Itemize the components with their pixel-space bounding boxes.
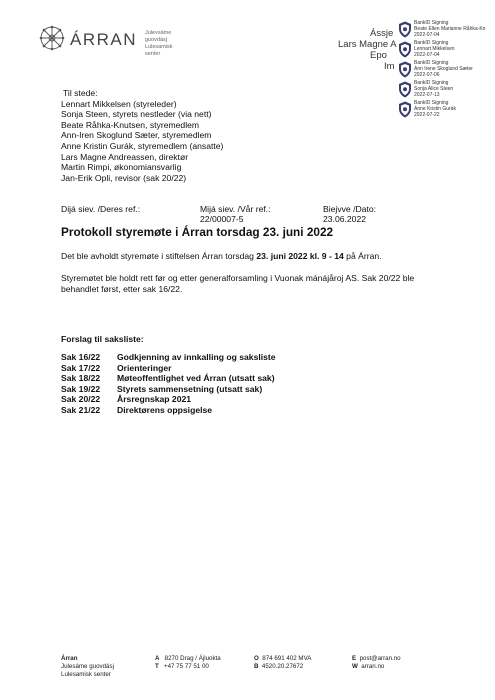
signature-text bbox=[414, 80, 453, 98]
intro-text-end: på Árran. bbox=[343, 251, 382, 261]
signature-text bbox=[414, 60, 473, 78]
intro-paragraph bbox=[61, 251, 441, 262]
address-line: Ássje bbox=[370, 28, 394, 39]
signature-date: 2022-07-22 bbox=[414, 112, 440, 118]
attendee-item: Beate Råhka-Knutsen, styremedlem bbox=[61, 119, 200, 130]
footer-phone: +47 75 77 51 00 bbox=[163, 663, 209, 670]
logo-subtitle-line: Julevsáme guovdásj bbox=[145, 30, 172, 43]
signature-stamp bbox=[398, 80, 494, 100]
signature-provider: BankID Signing bbox=[414, 100, 449, 106]
signature-date: 2022-07-06 bbox=[414, 72, 440, 78]
address-line: Im bbox=[384, 61, 395, 72]
bankid-shield-icon bbox=[398, 21, 412, 38]
footer-registry bbox=[254, 655, 311, 671]
footer-address-key: A bbox=[155, 655, 160, 662]
signature-date: 2022-07-04 bbox=[414, 32, 440, 38]
attendees-list bbox=[61, 99, 223, 184]
signature-stamp bbox=[398, 20, 494, 40]
footer-contact bbox=[155, 655, 221, 671]
attendee-item: Ann-Iren Skoglund Sæter, styremedlem bbox=[61, 130, 212, 141]
signature-name: Ann Irene Skoglund Sæter bbox=[414, 66, 473, 72]
signature-text bbox=[414, 100, 456, 118]
signature-name: Anne Kristin Gurák bbox=[414, 106, 456, 112]
footer-web-key: W bbox=[352, 663, 358, 670]
logo-emblem-icon bbox=[38, 24, 66, 52]
meeting-time: 23. juni 2022 kl. 9 - 14 bbox=[256, 251, 344, 261]
agenda-item-label: Møteoffentlighet ved Árran (utsatt sak) bbox=[117, 373, 275, 384]
footer-org-line: Lulesamisk senter bbox=[61, 671, 111, 678]
attendee-item: Lars Magne Andreassen, direktør bbox=[61, 151, 189, 162]
bankid-shield-icon bbox=[398, 61, 412, 78]
arran-logo bbox=[38, 24, 178, 57]
attendee-item: Jan-Erik Opli, revisor (sak 20/22) bbox=[61, 172, 187, 183]
our-ref-value: 22/00007-5 bbox=[200, 214, 244, 224]
agenda-item-label: Godkjenning av innkalling og saksliste bbox=[117, 352, 276, 362]
agenda-item-label: Årsregnskap 2021 bbox=[117, 394, 192, 405]
signature-name: Lennart Mikkelsen bbox=[414, 46, 455, 52]
context-paragraph: Styremøtet ble holdt rett før og etter generalforsamling i Vuonak mánájåroj AS. Sak 20/22 ble behandlet først, etter sak 16/22. bbox=[61, 273, 415, 294]
signature-stamp bbox=[398, 40, 494, 60]
attendee-item: Sonja Steen, styrets nestleder (via nett) bbox=[61, 109, 212, 120]
agenda-item-label: Orienteringer bbox=[117, 362, 172, 373]
bankid-shield-icon bbox=[398, 101, 412, 118]
address-line: Lars Magne A bbox=[338, 39, 397, 50]
agenda-item-number: Sak 20/22 bbox=[61, 394, 101, 405]
attendees-heading: Til stede: bbox=[63, 88, 98, 98]
footer-phone-key: T bbox=[155, 663, 159, 670]
date-value: 23.06.2022 bbox=[323, 214, 367, 224]
bankid-shield-icon bbox=[398, 81, 412, 98]
bankid-shield-icon bbox=[398, 41, 412, 58]
signature-stamp bbox=[398, 100, 494, 120]
signature-stamp bbox=[398, 60, 494, 80]
agenda-item-number: Sak 19/22 bbox=[61, 383, 101, 394]
footer-org-key: O bbox=[254, 655, 259, 662]
footer-org bbox=[61, 655, 114, 679]
footer-org-number: 874 691 402 MVA bbox=[262, 655, 312, 662]
footer-address: 8270 Drag / Ájluokta bbox=[164, 655, 221, 662]
signature-provider: BankID Signing bbox=[414, 60, 449, 66]
agenda-item-number: Sak 21/22 bbox=[61, 404, 101, 415]
their-ref-label: Dijá siev. /Deres ref.: bbox=[61, 204, 141, 214]
our-ref-label: Mijá siev. /Vår ref.: bbox=[200, 204, 271, 214]
recipient-address bbox=[338, 28, 397, 72]
signature-name: Sonja Alice Steen bbox=[414, 86, 454, 92]
logo-wordmark: ÁRRAN bbox=[70, 30, 138, 49]
agenda-item-number: Sak 18/22 bbox=[61, 373, 101, 384]
footer-org-name: Árran bbox=[61, 655, 78, 662]
signature-name: Beate Ellen Marianne Råhka-Kn bbox=[414, 26, 486, 32]
signature-text bbox=[414, 20, 485, 38]
footer-bank-key: B bbox=[254, 663, 259, 670]
footer-web bbox=[352, 655, 401, 671]
agenda-item-label: Styrets sammensetning (utsatt sak) bbox=[117, 383, 263, 394]
agenda-item-number: Sak 17/22 bbox=[61, 362, 101, 373]
agenda-heading: Forslag til saksliste: bbox=[61, 334, 144, 344]
signature-date: 2022-07-13 bbox=[414, 92, 440, 98]
attendee-item: Anne Kristin Gurák, styremedlem (ansatte) bbox=[61, 140, 224, 151]
footer-email[interactable]: post@arran.no bbox=[359, 655, 401, 662]
document-title: Protokoll styremøte i Árran torsdag 23. juni 2022 bbox=[61, 225, 334, 239]
signature-provider: BankID Signing bbox=[414, 80, 449, 86]
address-line: Epo bbox=[370, 50, 387, 61]
signature-stack bbox=[398, 20, 494, 120]
signature-date: 2022-07-04 bbox=[414, 52, 440, 58]
footer-website[interactable]: arran.no bbox=[361, 663, 385, 670]
attendee-item: Martin Rimpi, økonomiansvarlig bbox=[61, 162, 182, 173]
signature-text bbox=[414, 40, 455, 58]
signature-provider: BankID Signing bbox=[414, 40, 449, 46]
footer-org-line: Julesáme guovdásj bbox=[61, 663, 114, 670]
logo-subtitle-line: Lulesamisk senter bbox=[145, 44, 173, 57]
intro-text: Det ble avholdt styremøte i stiftelsen Árran torsdag bbox=[61, 251, 257, 261]
attendee-item: Lennart Mikkelsen (styreleder) bbox=[61, 98, 177, 109]
agenda-item-label: Direktørens oppsigelse bbox=[117, 404, 213, 415]
date-label: Biejvve /Dato: bbox=[323, 204, 377, 214]
footer-bank-account: 4520.20.27672 bbox=[261, 663, 304, 670]
signature-provider: BankID Signing bbox=[414, 20, 449, 26]
attendees-section bbox=[61, 88, 223, 183]
agenda-item-number: Sak 16/22 bbox=[61, 352, 101, 362]
footer-email-key: E bbox=[352, 655, 357, 662]
logo-subtitle bbox=[145, 30, 178, 58]
